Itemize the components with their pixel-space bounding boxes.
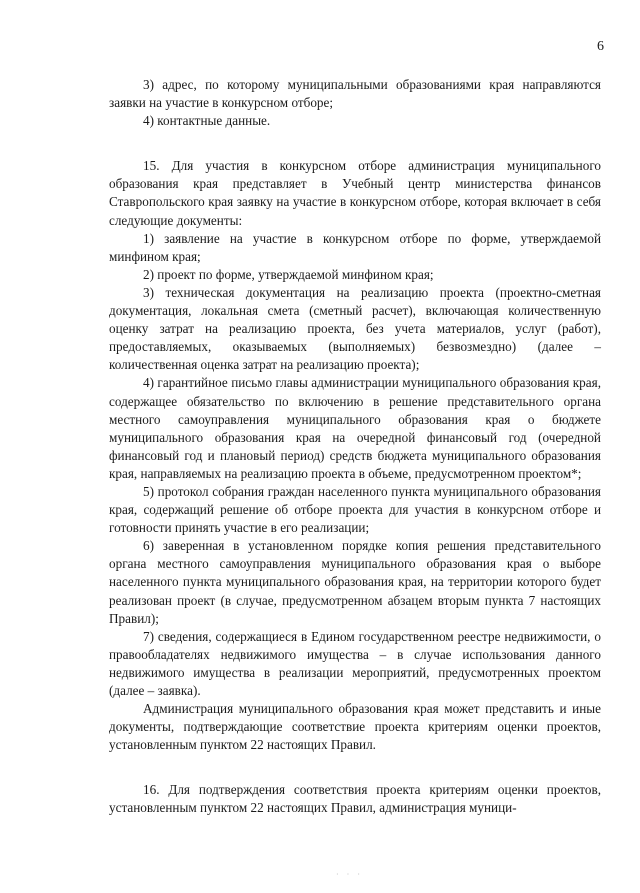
paragraph-item-3-address: 3) адрес, по которому муниципальными образованиями края направляются заявки на участие в конкурсном отборе; [109,77,601,111]
scan-artifact-mark: · · · [336,870,363,879]
paragraph-item-4-contacts: 4) контактные данные. [143,113,271,129]
paragraph-doc-6-decision-copy: 6) заверенная в установленном порядке копия решения представительного органа местного самоуправления муниципального образования края о выборе населенного пункта муниципального образования края, на территории которого будет реализован проект (в случае, предусмотренном абзацем вторым пункта 7 настоящих Правил); [109,538,601,626]
paragraph-clause-15: 15. Для участия в конкурсном отборе администрация муниципального образования края представляет в Учебный центр министерства финансов Ставропольского края заявку на участие в конкурсном отборе, которая включает в себя следующие документы: [109,158,601,228]
paragraph-doc-4-guarantee-letter: 4) гарантийное письмо главы администрации муниципального образования края, содержащее обязательство по включению в решение представительного органа местного самоуправления муниципального образования края о бюджете муниципального образования края на очередной финансовый год (очередной финансовый год и плановый период) средств бюджета муниципального образования края, направляемых на реализацию проекта в объеме, предусмотренном проектом*; [109,375,601,481]
document-body [109,76,601,818]
paragraph-doc-3-technical: 3) техническая документация на реализацию проекта (проектно-сметная документация, локальная смета (сметный расчет), включающая количественную оценку затрат на реализацию проекта, без учета материалов, услуг (работ), предоставляемых, оказываемых (выполняемых) безвозмездно) (далее – количественная оценка затрат на реализацию проекта); [109,284,601,373]
paragraph-clause-16: 16. Для подтверждения соответствия проекта критериям оценки проектов, установленным пунктом 22 настоящих Правил, администрация муници- [109,782,601,816]
paragraph-doc-7-registry-info: 7) сведения, содержащиеся в Едином государственном реестре недвижимости, о правообладателях недвижимого имущества – в случае использования данного недвижимого имущества в реализации мероприятий, предусмотренных проектом (далее – заявка). [109,628,601,698]
paragraph-doc-2-project: 2) проект по форме, утверждаемой минфином края; [143,266,434,282]
paragraph-doc-5-protocol: 5) протокол собрания граждан населенного пункта муниципального образования края, содержащий решение об отборе проекта для участия в конкурсном отборе и готовности принять участие в его реализации; [109,483,601,536]
paragraph-doc-1-application: 1) заявление на участие в конкурсном отборе по форме, утверждаемой минфином края; [109,230,601,264]
page-number: 6 [597,39,604,54]
paragraph-other-documents: Администрация муниципального образования края может представить и иные документы, подтверждающие соответствие проекта критериям оценки проектов, установленным пунктом 22 настоящих Правил. [109,701,601,753]
